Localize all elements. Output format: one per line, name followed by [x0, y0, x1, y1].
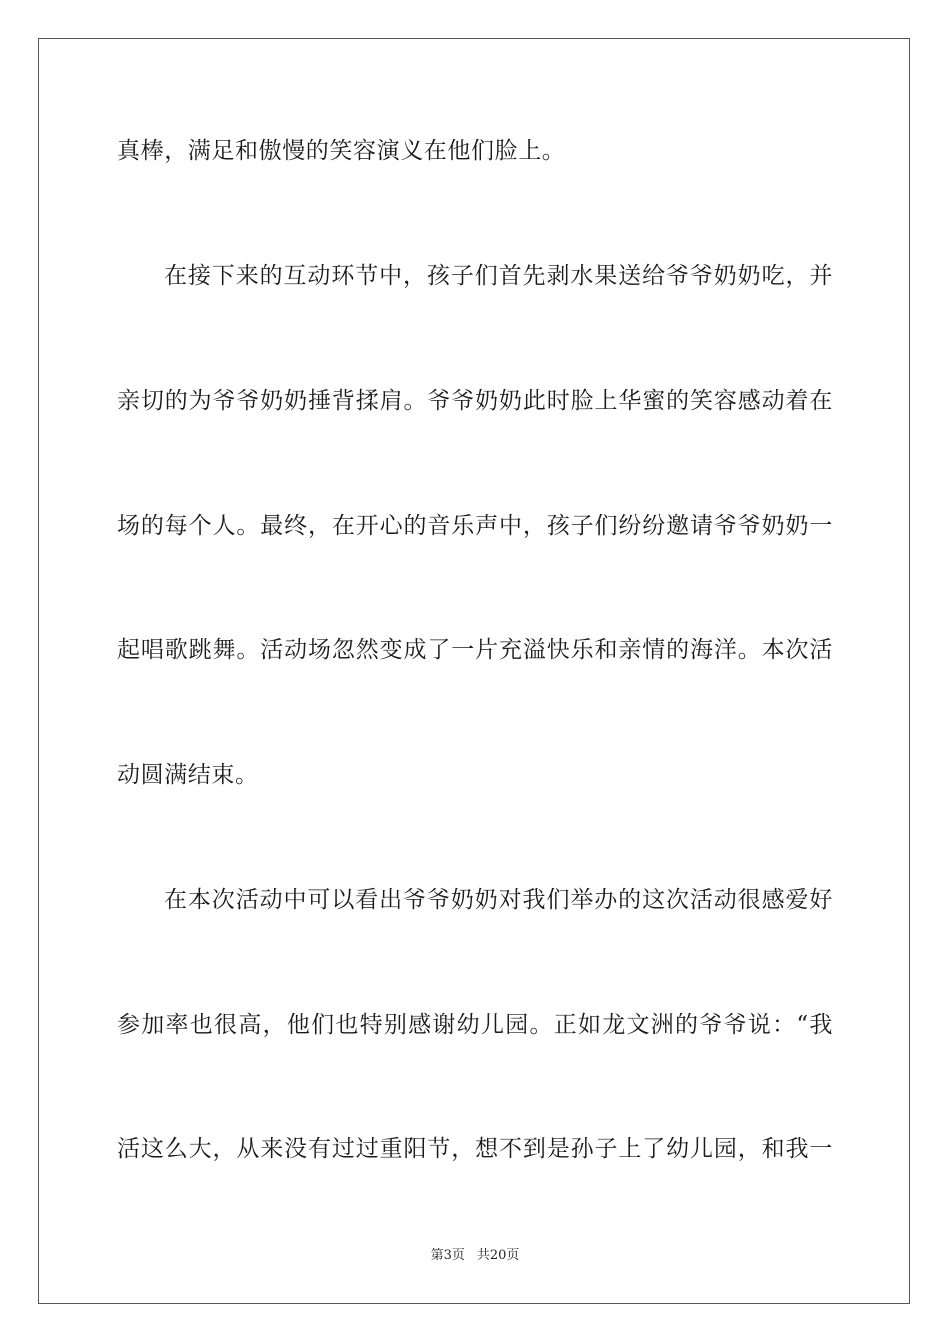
text-line-1: 真棒，满足和傲慢的笑容演义在他们脸上。: [117, 138, 566, 164]
page-total: 共20页: [476, 1248, 520, 1263]
text-line-4: 场的每个人。最终，在开心的音乐声中，孩子们纷纷邀请爷爷奶奶一: [117, 513, 833, 539]
page-number: 第3页: [430, 1248, 465, 1263]
text-line-5: 起唱歌跳舞。活动场忽然变成了一片充溢快乐和亲情的海洋。本次活: [117, 637, 833, 663]
text-line-2: 在接下来的互动环节中，孩子们首先剥水果送给爷爷奶奶吃，并: [164, 263, 833, 289]
text-line-6: 动圆满结束。: [117, 762, 259, 788]
page-footer: [0, 1247, 950, 1265]
text-line-8: 参加率也很高，他们也特别感谢幼儿园。正如龙文洲的爷爷说：“我: [117, 1012, 833, 1038]
text-line-7: 在本次活动中可以看出爷爷奶奶对我们举办的这次活动很感爱好: [164, 887, 833, 913]
text-line-3: 亲切的为爷爷奶奶捶背揉肩。爷爷奶奶此时脸上华蜜的笑容感动着在: [117, 388, 833, 414]
text-line-9: 活这么大，从来没有过过重阳节，想不到是孙子上了幼儿园，和我一: [117, 1136, 833, 1162]
page-border: [38, 38, 910, 1304]
